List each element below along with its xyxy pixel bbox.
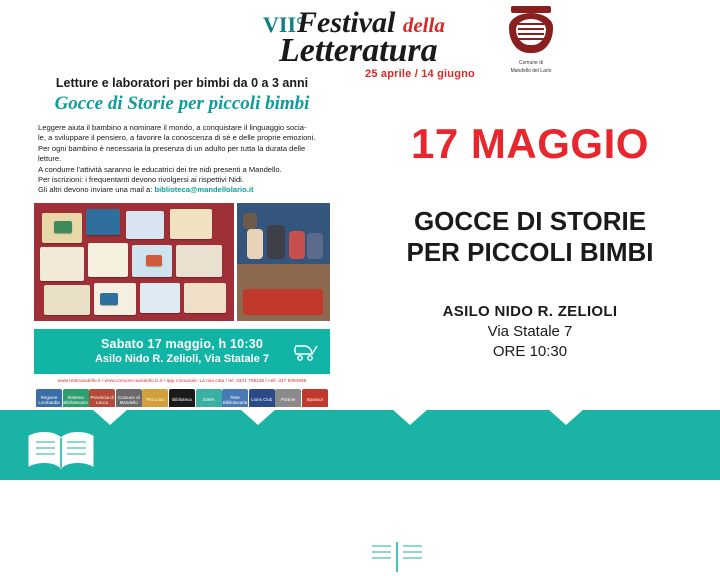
band-notch [92, 409, 128, 425]
stroller-icon [294, 343, 320, 361]
event-title-line1: GOCCE DI STORIE [413, 206, 647, 236]
poster-panel [34, 76, 330, 411]
event-venue [360, 302, 700, 362]
sponsor-logo: Biblioteca [169, 389, 195, 411]
event-date: 17 MAGGIO [411, 120, 649, 167]
poster-paragraph: le, a sviluppare il pensiero, a favorire la conoscenza di sé e delle proprie emozioni. [38, 133, 316, 143]
photo-books-on-floor [34, 203, 234, 321]
sponsor-logo: Partner [275, 389, 301, 411]
venue-time: ORE 10:30 [492, 343, 568, 360]
photo-children-reading [237, 203, 330, 321]
poster-photos [34, 203, 330, 321]
open-book-icon [24, 426, 98, 472]
crest-shield-icon [507, 6, 555, 58]
poster-paragraph: A condurre l'attività saranno le educatrici dei tre nidi presenti a Mandello. [38, 164, 282, 174]
venue-address: Via Statale 7 [487, 323, 573, 340]
band-notch [240, 409, 276, 425]
event-title [360, 206, 700, 268]
poster-paragraph-with-email [38, 185, 326, 195]
sponsor-logo: Provincia di Lecco [89, 389, 115, 411]
sponsor-logo: JOMA [196, 389, 222, 411]
sponsor-logo: Sistema Bibliotecario [63, 389, 89, 411]
festival-header [255, 6, 585, 84]
festival-dates: 25 aprile / 14 giugno [365, 68, 475, 80]
comune-crest [483, 6, 579, 74]
sponsor-logo: Comune di Mandello [116, 389, 142, 411]
poster-info-venue: Asilo Nido R. Zelioli, Via Statale 7 [94, 352, 269, 365]
poster-description [34, 123, 330, 196]
event-title-line2: PER PICCOLI BIMBI [406, 237, 654, 267]
band-notch [548, 409, 584, 425]
crest-caption-line2: Mandello del Lario [510, 68, 552, 74]
festival-edition: VII° [263, 12, 305, 37]
open-book-icon [360, 530, 434, 576]
poster-paragraph: Leggere aiuta il bambino a nominare il mondo, a conquistare il linguaggio socia- [38, 123, 307, 132]
sponsor-logo: Sponsor [302, 389, 328, 411]
sponsor-logo: Rete Bibliotecaria [222, 389, 248, 411]
poster-paragraph: Gli altri devono inviare una mail a: [38, 185, 153, 195]
sponsor-logo: Pro Loco [142, 389, 168, 411]
poster-title: Gocce di Storie per piccoli bimbi [54, 93, 310, 114]
festival-title-della: della [402, 13, 445, 37]
festival-title-word: Festival [297, 6, 396, 39]
sponsor-logo: Lions Club [249, 389, 275, 411]
sponsor-logo: Regione Lombardia [36, 389, 62, 411]
poster-paragraph: Per ogni bambino è necessaria la presenza di un adulto per tutta la durata delle letture. [38, 143, 306, 164]
festival-title-line2: Letteratura [279, 32, 438, 69]
poster-subtitle: Letture e laboratori per bimbi da 0 a 3 anni [55, 76, 309, 90]
poster-paragraph: Per iscrizioni: i frequentanti devono rivolgersi ai rispettivi Nidi. [38, 175, 244, 185]
poster-contact-strip: www.rettimandello.it / www.comune.mandello.lc.it / app comunale: La mia città / tel. 0341 708238 / cell. 347 9094998 [57, 377, 307, 383]
crest-caption-line1: Comune di [518, 60, 544, 66]
poster-info-date: Sabato 17 maggio, h 10:30 [101, 336, 263, 351]
event-details [360, 120, 700, 362]
bottom-band [0, 410, 720, 480]
contact-email[interactable]: biblioteca@mandellolario.it [154, 185, 254, 195]
venue-name: ASILO NIDO R. ZELIOLI [442, 303, 618, 320]
poster-info-bar [34, 329, 330, 374]
band-notch [392, 409, 428, 425]
